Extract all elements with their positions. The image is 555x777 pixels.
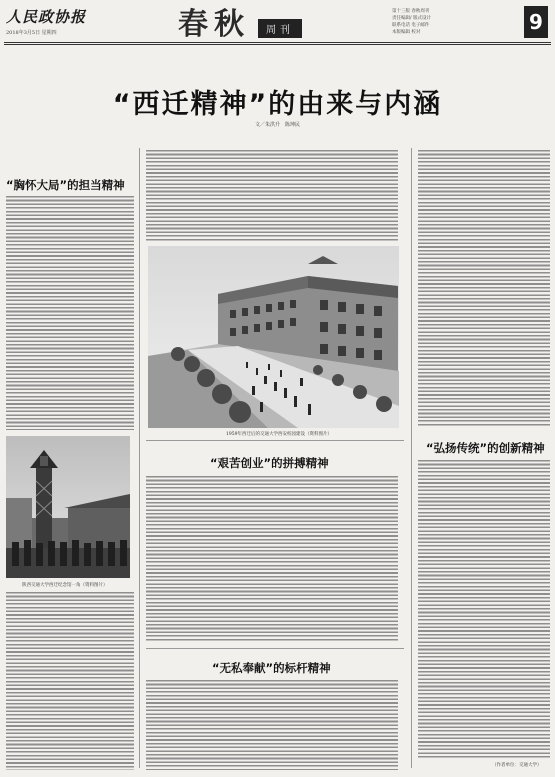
masthead — [6, 6, 136, 40]
body-text — [418, 150, 550, 426]
photo-caption: 陕西交通大学西迁纪念馆一角（资料图片） — [22, 583, 108, 588]
author-note: （作者单位：交通大学） — [492, 763, 542, 768]
column-divider — [139, 148, 140, 768]
body-text — [6, 592, 134, 770]
body-text — [146, 150, 398, 242]
section-heading: “胸怀大局”的担当精神 — [6, 178, 125, 192]
campus-photo-image — [148, 246, 399, 428]
campus-photo — [148, 246, 399, 428]
section-name: 春秋 — [178, 7, 250, 42]
byline: 文／朱洪升 陈坤民 — [254, 122, 300, 128]
page-number: 9 — [524, 6, 548, 38]
paper-date: 2018年3月5日 星期四 — [6, 30, 57, 36]
section-heading: “艰苦创业”的拼搏精神 — [210, 456, 329, 470]
credits-line: 责任编辑/ 版式设计 — [392, 16, 431, 21]
section-title — [178, 3, 302, 42]
header-rule — [4, 42, 551, 43]
section-heading: “无私奉献”的标杆精神 — [212, 661, 331, 675]
body-text — [146, 476, 398, 642]
section-heading: “弘扬传统”的创新精神 — [426, 441, 545, 455]
column-divider — [411, 148, 412, 768]
credits-block — [392, 8, 520, 36]
tower-photo-image — [6, 436, 130, 578]
credits-line: 本版编辑 校对 — [392, 30, 421, 35]
photo-caption: 1959年西迁后的交通大学西安校园建设（资料图片） — [226, 432, 332, 437]
headline: “西迁精神”的由来与内涵 — [112, 89, 443, 120]
body-text — [6, 196, 134, 430]
tower-photo — [6, 436, 130, 578]
body-text — [418, 460, 550, 758]
section-rule — [146, 648, 404, 649]
credits-line: 第十三版 春秋周刊 — [392, 9, 430, 14]
paper-name: 人民政协报 — [6, 8, 87, 26]
section-rule — [146, 440, 404, 441]
header-rule-2 — [4, 44, 551, 45]
section-sub: 周刊 — [258, 19, 302, 38]
body-text — [146, 680, 398, 770]
credits-line: 联系电话 电子邮件 — [392, 23, 430, 28]
